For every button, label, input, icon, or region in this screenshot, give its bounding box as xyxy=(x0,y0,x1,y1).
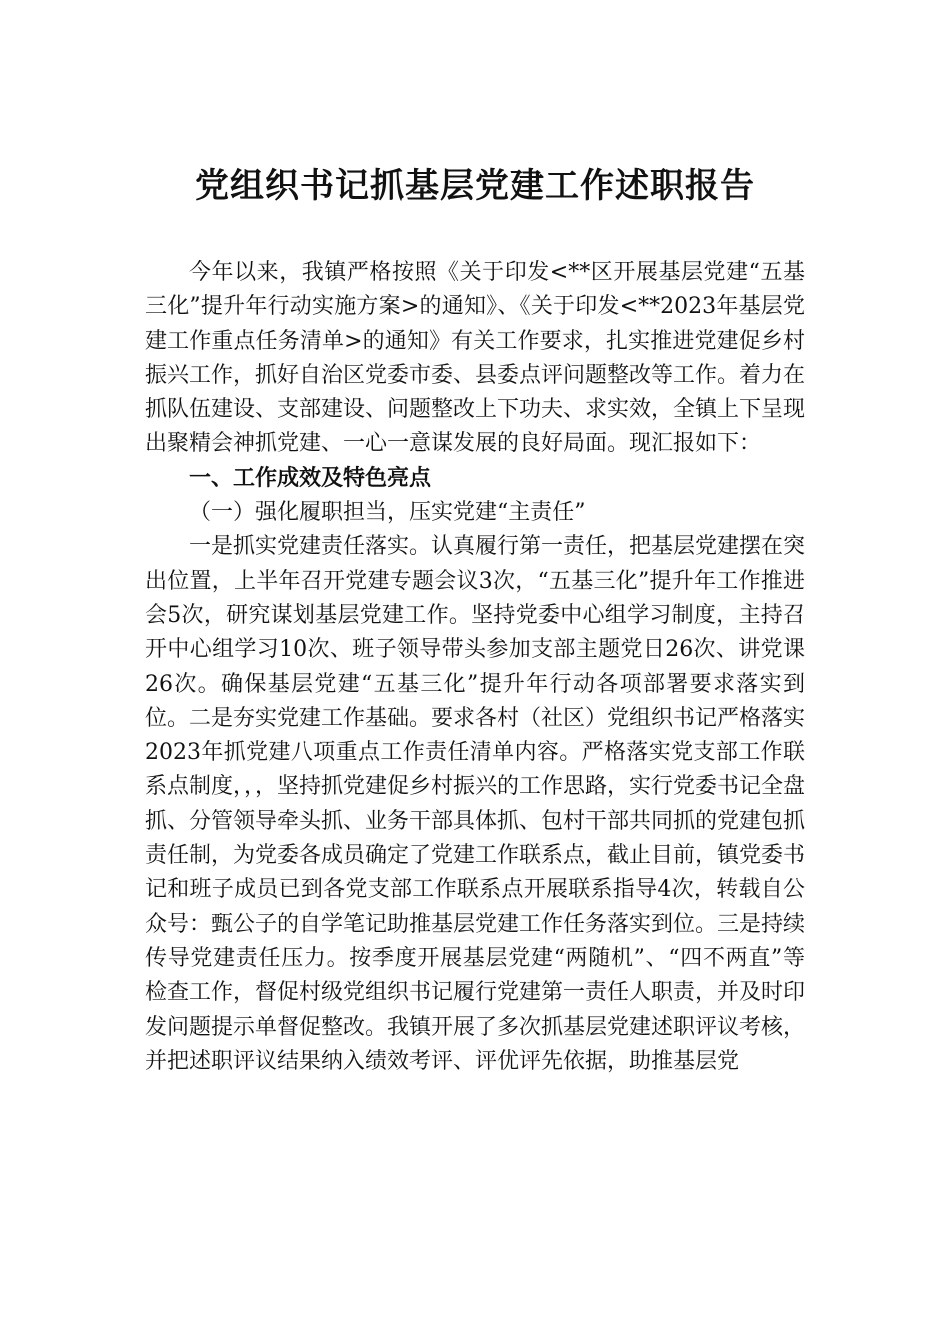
section-heading-1: 一、工作成效及特色亮点 xyxy=(189,465,432,491)
document-body xyxy=(145,256,805,1079)
document-title: 党组织书记抓基层党建工作述职报告 xyxy=(195,166,755,206)
subsection-1-paragraph: 一是抓实党建责任落实。认真履行第一责任，把基层党建摆在突出位置，上半年召开党建专题会议3次，“五基三化”提升年工作推进会5次，研究谋划基层党建工作。坚持党委中心组学习制度，主持召开中心组学习10次、班子领导带头参加支部主题党日26次、讲党课26次。确保基层党建“五基三化”提升年行动各项部署要求落实到位。二是夯实党建工作基础。要求各村（社区）党组织书记严格落实2023年抓党建八项重点工作责任清单内容。严格落实党支部工作联系点制度，，，坚持抓党建促乡村振兴的工作思路，实行党委书记全盘抓、分管领导牵头抓、业务干部具体抓、包村干部共同抓的党建包抓责任制，为党委各成员确定了党建工作联系点，截止目前，镇党委书记和班子成员已到各党支部工作联系点开展联系指导4次，转载自公众号：甄公子的自学笔记助推基层党建工作任务落实到位。三是持续传导党建责任压力。按季度开展基层党建“两随机”、“四不两直”等检查工作，督促村级党组织书记履行党建第一责任人职责，并及时印发问题提示单督促整改。我镇开展了多次抓基层党建述职评议考核，并把述职评议结果纳入绩效考评、评优评先依据，助推基层党 xyxy=(145,534,806,1074)
subsection-heading-1: （一）强化履职担当，压实党建“主责任” xyxy=(189,500,586,526)
intro-paragraph: 今年以来，我镇严格按照《关于印发<**区开展基层党建“五基三化”提升年行动实施方案>的通知》、《关于印发<**2023年基层党建工作重点任务清单>的通知》有关工作要求，扎实推进党建促乡村振兴工作，抓好自治区党委市委、县委点评问题整改等工作。着力在抓队伍建设、支部建设、问题整改上下功夫、求实效，全镇上下呈现出聚精会神抓党建、一心一意谋发展的良好局面。现汇报如下： xyxy=(145,260,806,457)
